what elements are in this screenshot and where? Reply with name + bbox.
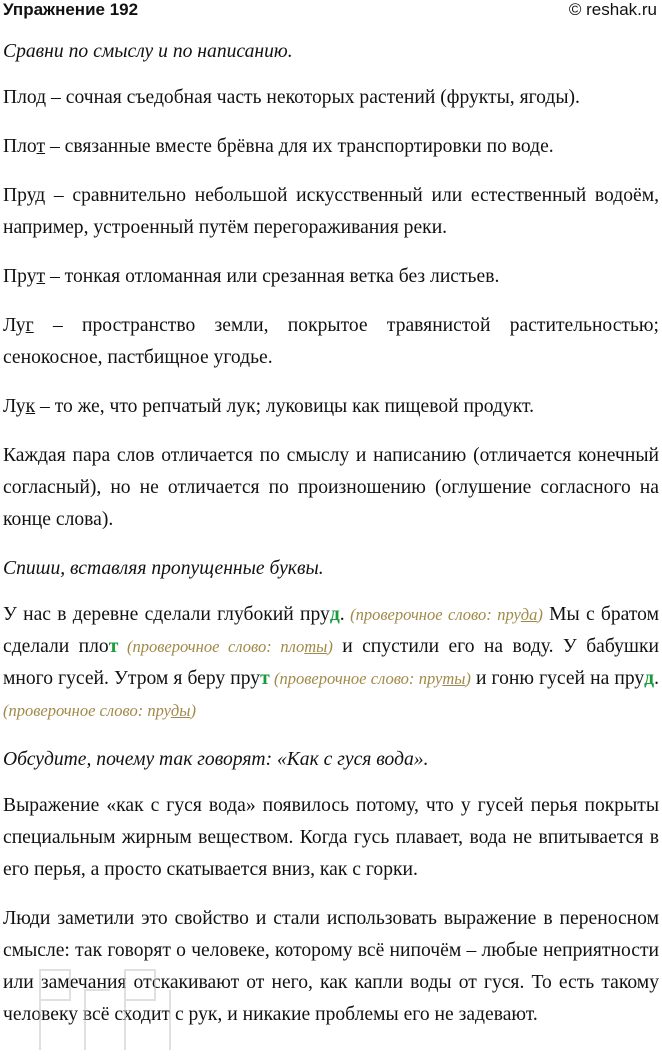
sentence-text: и спустили его на воду. У бабушки много гусей. Утром я беру пру [3,636,659,689]
explanation-paragraph: Каждая пара слов отличается по смыслу и написанию (отличается конечный согласный), но не отличается по произношению (оглушение согласного на конце слова). [3,445,659,530]
exercise-paragraph [3,599,659,727]
word-stem: Лу [3,315,26,336]
definition-text: – тонкая отломанная или срезанная ветка без листьев. [45,266,500,287]
sentence-text: . [654,668,659,689]
word-stem: Пру [3,266,37,287]
definition-text: – сравнительно небольшой искусственный или естественный водоём, например, устроенный путём перегораживания реки. [3,185,659,238]
inserted-letter: д [644,668,655,689]
hint-ending: ты [304,637,328,656]
sentence-text: У нас в деревне сделали глубокий пру [3,604,330,625]
answer-paragraph-1: Выражение «как с гуся вода» появилось потому, что у гусей перья покрыты специальным жирным веществом. Когда гусь плавает, вода не впитывается в его перья, а просто скатывается вниз, как с горки. [3,795,659,880]
hint-ending: ды [170,701,191,720]
hint-text: (проверочное слово: пру [269,669,443,688]
word-ending: т [36,136,46,157]
word-ending: г [25,315,34,336]
word-stem: Пло [3,136,37,157]
word-ending: т [36,266,46,287]
inserted-letter: т [108,636,119,657]
hint-text: ) [190,701,196,720]
definition-plot [3,131,659,163]
hint-text: (проверочное слово: пло [118,637,305,656]
site-credit[interactable]: © reshak.ru [568,0,657,19]
hint-text: (проверочное слово: пру [3,701,171,720]
definition-prut [3,261,659,293]
word-stem: Лу [3,396,26,417]
definition-plod [3,82,659,114]
inserted-letter: т [260,668,270,689]
check-word-hint [118,637,332,656]
inserted-letter: д [329,604,340,625]
check-word-hint [345,605,543,624]
word-ending: д [36,87,47,108]
exercise-title: Упражнение 192 [3,0,139,19]
check-word-hint [270,669,471,688]
header [3,0,659,36]
sentence-text: и гоню гусей на пру [470,668,645,689]
hint-text: ) [327,637,333,656]
definition-luk [3,391,659,423]
hint-text: (проверочное слово: пру [344,605,521,624]
hint-text: ) [465,669,471,688]
instruction-discuss: Обсудите, почему так говорят: «Как с гуся вода». [3,749,429,770]
word-ending: к [25,396,36,417]
sentence-text: . [339,604,345,625]
definition-text: – пространство земли, покрытое травянистой растительностью; сенокосное, пастбищное угодье. [3,315,659,368]
answer-paragraph-2: Люди заметили это свойство и стали использовать выражение в переносном смысле: так говорят о человеке, которому всё нипочём – любые неприятности или замечания отскакивают от него, как капли воды от гуся. То есть такому человеку всё сходит с рук, и никакие проблемы его не задевают. [3,908,659,1025]
instruction-compare: Сравни по смыслу и по написанию. [3,41,293,62]
definition-text: – то же, что репчатый лук; луковицы как пищевой продукт. [35,396,535,417]
hint-text: ) [537,605,543,624]
hint-ending: да [520,605,538,624]
check-word-hint [3,701,196,720]
definition-lug [3,310,659,374]
hint-ending: ты [442,669,466,688]
word-stem: Пло [3,87,37,108]
word-ending: д [35,185,46,206]
sentence-text: Мы с братом сделали пло [3,604,659,657]
definition-text: – связанные вместе брёвна для их транспортировки по воде. [45,136,554,157]
definition-prud [3,180,659,244]
definition-text: – сочная съедобная часть некоторых растений (фрукты, ягоды). [46,87,580,108]
word-stem: Пру [3,185,36,206]
instruction-copy: Спиши, вставляя пропущенные буквы. [3,558,324,579]
